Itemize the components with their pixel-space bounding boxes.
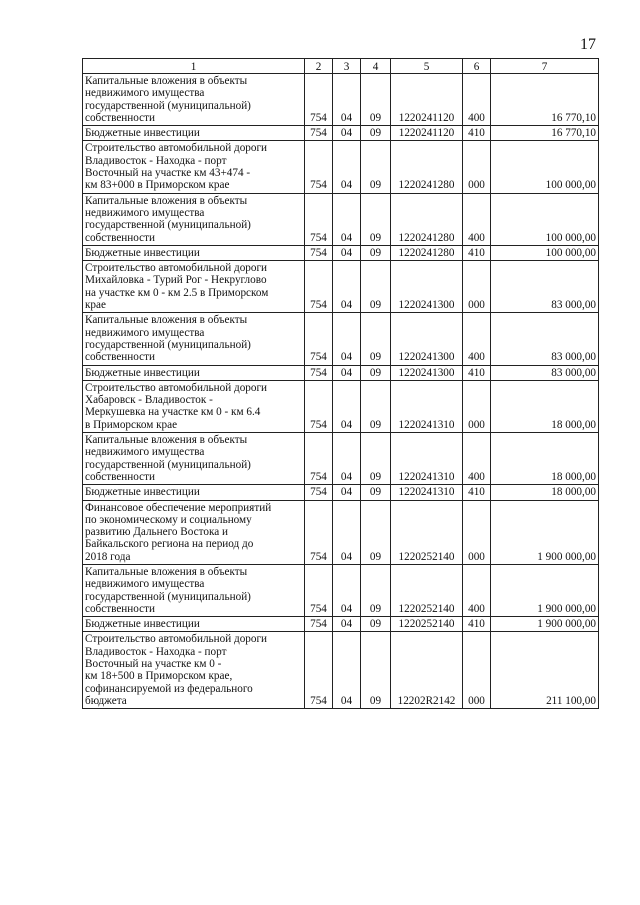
target-article-code: 1220241120 xyxy=(391,126,463,141)
section-code: 04 xyxy=(333,380,361,432)
row-name: Финансовое обеспечение мероприятий по экономическому и социальному развитию Дальнего Востока и Байкальского региона на период до 2018 года xyxy=(83,500,305,564)
ministry-code: 754 xyxy=(305,74,333,126)
row-name: Бюджетные инвестиции xyxy=(83,617,305,632)
budget-table xyxy=(82,58,599,709)
table-row xyxy=(83,74,599,126)
ministry-code: 754 xyxy=(305,193,333,245)
ministry-code: 754 xyxy=(305,313,333,365)
amount: 100 000,00 xyxy=(491,193,599,245)
row-name: Строительство автомобильной дороги Михайловка - Турий Рог - Некруглово на участке км 0 - км 2.5 в Приморском крае xyxy=(83,261,305,313)
subsection-code: 09 xyxy=(361,564,391,616)
target-article-code: 1220252140 xyxy=(391,564,463,616)
table-row xyxy=(83,564,599,616)
expense-type-code: 400 xyxy=(463,433,491,485)
amount: 1 900 000,00 xyxy=(491,564,599,616)
column-header: 7 xyxy=(491,59,599,74)
target-article-code: 1220241310 xyxy=(391,485,463,500)
table-body xyxy=(83,74,599,709)
row-name: Бюджетные инвестиции xyxy=(83,245,305,260)
row-name: Капитальные вложения в объекты недвижимого имущества государственной (муниципальной) собственности xyxy=(83,74,305,126)
table-row xyxy=(83,617,599,632)
section-code: 04 xyxy=(333,141,361,193)
section-code: 04 xyxy=(333,193,361,245)
ministry-code: 754 xyxy=(305,141,333,193)
target-article-code: 12202R2142 xyxy=(391,632,463,709)
amount: 1 900 000,00 xyxy=(491,500,599,564)
amount: 83 000,00 xyxy=(491,365,599,380)
subsection-code: 09 xyxy=(361,632,391,709)
target-article-code: 1220241120 xyxy=(391,74,463,126)
amount: 100 000,00 xyxy=(491,245,599,260)
subsection-code: 09 xyxy=(361,485,391,500)
ministry-code: 754 xyxy=(305,261,333,313)
column-header: 6 xyxy=(463,59,491,74)
target-article-code: 1220241280 xyxy=(391,245,463,260)
subsection-code: 09 xyxy=(361,74,391,126)
subsection-code: 09 xyxy=(361,617,391,632)
ministry-code: 754 xyxy=(305,365,333,380)
expense-type-code: 000 xyxy=(463,141,491,193)
amount: 16 770,10 xyxy=(491,126,599,141)
target-article-code: 1220241300 xyxy=(391,313,463,365)
table-row xyxy=(83,313,599,365)
target-article-code: 1220252140 xyxy=(391,500,463,564)
section-code: 04 xyxy=(333,433,361,485)
subsection-code: 09 xyxy=(361,500,391,564)
amount: 18 000,00 xyxy=(491,433,599,485)
amount: 1 900 000,00 xyxy=(491,617,599,632)
column-header: 4 xyxy=(361,59,391,74)
column-header: 2 xyxy=(305,59,333,74)
target-article-code: 1220241280 xyxy=(391,141,463,193)
section-code: 04 xyxy=(333,500,361,564)
section-code: 04 xyxy=(333,564,361,616)
target-article-code: 1220241310 xyxy=(391,380,463,432)
expense-type-code: 000 xyxy=(463,380,491,432)
row-name: Капитальные вложения в объекты недвижимого имущества государственной (муниципальной) собственности xyxy=(83,564,305,616)
amount: 18 000,00 xyxy=(491,485,599,500)
expense-type-code: 400 xyxy=(463,193,491,245)
amount: 83 000,00 xyxy=(491,261,599,313)
table-row xyxy=(83,433,599,485)
table-row xyxy=(83,126,599,141)
section-code: 04 xyxy=(333,313,361,365)
subsection-code: 09 xyxy=(361,380,391,432)
ministry-code: 754 xyxy=(305,245,333,260)
target-article-code: 1220241300 xyxy=(391,365,463,380)
ministry-code: 754 xyxy=(305,433,333,485)
ministry-code: 754 xyxy=(305,380,333,432)
expense-type-code: 000 xyxy=(463,500,491,564)
target-article-code: 1220241300 xyxy=(391,261,463,313)
amount: 83 000,00 xyxy=(491,313,599,365)
expense-type-code: 410 xyxy=(463,126,491,141)
row-name: Строительство автомобильной дороги Хабаровск - Владивосток - Меркушевка на участке км 0 - км 6.4 в Приморском крае xyxy=(83,380,305,432)
row-name: Бюджетные инвестиции xyxy=(83,365,305,380)
row-name: Бюджетные инвестиции xyxy=(83,126,305,141)
subsection-code: 09 xyxy=(361,313,391,365)
section-code: 04 xyxy=(333,126,361,141)
row-name: Капитальные вложения в объекты недвижимого имущества государственной (муниципальной) собственности xyxy=(83,433,305,485)
column-header: 1 xyxy=(83,59,305,74)
table-header-row xyxy=(83,59,599,74)
target-article-code: 1220252140 xyxy=(391,617,463,632)
table-row xyxy=(83,261,599,313)
ministry-code: 754 xyxy=(305,632,333,709)
ministry-code: 754 xyxy=(305,500,333,564)
subsection-code: 09 xyxy=(361,433,391,485)
expense-type-code: 410 xyxy=(463,617,491,632)
ministry-code: 754 xyxy=(305,564,333,616)
expense-type-code: 400 xyxy=(463,74,491,126)
row-name: Капитальные вложения в объекты недвижимого имущества государственной (муниципальной) собственности xyxy=(83,313,305,365)
table-row xyxy=(83,632,599,709)
column-header: 5 xyxy=(391,59,463,74)
row-name: Капитальные вложения в объекты недвижимого имущества государственной (муниципальной) собственности xyxy=(83,193,305,245)
table-row xyxy=(83,380,599,432)
expense-type-code: 410 xyxy=(463,365,491,380)
ministry-code: 754 xyxy=(305,126,333,141)
table-row xyxy=(83,245,599,260)
ministry-code: 754 xyxy=(305,617,333,632)
section-code: 04 xyxy=(333,617,361,632)
subsection-code: 09 xyxy=(361,126,391,141)
expense-type-code: 410 xyxy=(463,485,491,500)
subsection-code: 09 xyxy=(361,141,391,193)
amount: 16 770,10 xyxy=(491,74,599,126)
expense-type-code: 400 xyxy=(463,313,491,365)
target-article-code: 1220241310 xyxy=(391,433,463,485)
amount: 100 000,00 xyxy=(491,141,599,193)
target-article-code: 1220241280 xyxy=(391,193,463,245)
section-code: 04 xyxy=(333,245,361,260)
expense-type-code: 000 xyxy=(463,261,491,313)
row-name: Строительство автомобильной дороги Владивосток - Находка - порт Восточный на участке км 0 - км 18+500 в Приморском крае, софинансируемой из федерального бюджета xyxy=(83,632,305,709)
section-code: 04 xyxy=(333,365,361,380)
subsection-code: 09 xyxy=(361,365,391,380)
row-name: Строительство автомобильной дороги Владивосток - Находка - порт Восточный на участке км 43+474 - км 83+000 в Приморском крае xyxy=(83,141,305,193)
table-row xyxy=(83,193,599,245)
subsection-code: 09 xyxy=(361,245,391,260)
expense-type-code: 400 xyxy=(463,564,491,616)
table-row xyxy=(83,485,599,500)
section-code: 04 xyxy=(333,74,361,126)
row-name: Бюджетные инвестиции xyxy=(83,485,305,500)
subsection-code: 09 xyxy=(361,193,391,245)
ministry-code: 754 xyxy=(305,485,333,500)
table-row xyxy=(83,141,599,193)
page-number: 17 xyxy=(580,36,596,53)
table-row xyxy=(83,365,599,380)
table-row xyxy=(83,500,599,564)
expense-type-code: 410 xyxy=(463,245,491,260)
expense-type-code: 000 xyxy=(463,632,491,709)
subsection-code: 09 xyxy=(361,261,391,313)
section-code: 04 xyxy=(333,632,361,709)
amount: 211 100,00 xyxy=(491,632,599,709)
column-header: 3 xyxy=(333,59,361,74)
section-code: 04 xyxy=(333,261,361,313)
section-code: 04 xyxy=(333,485,361,500)
amount: 18 000,00 xyxy=(491,380,599,432)
